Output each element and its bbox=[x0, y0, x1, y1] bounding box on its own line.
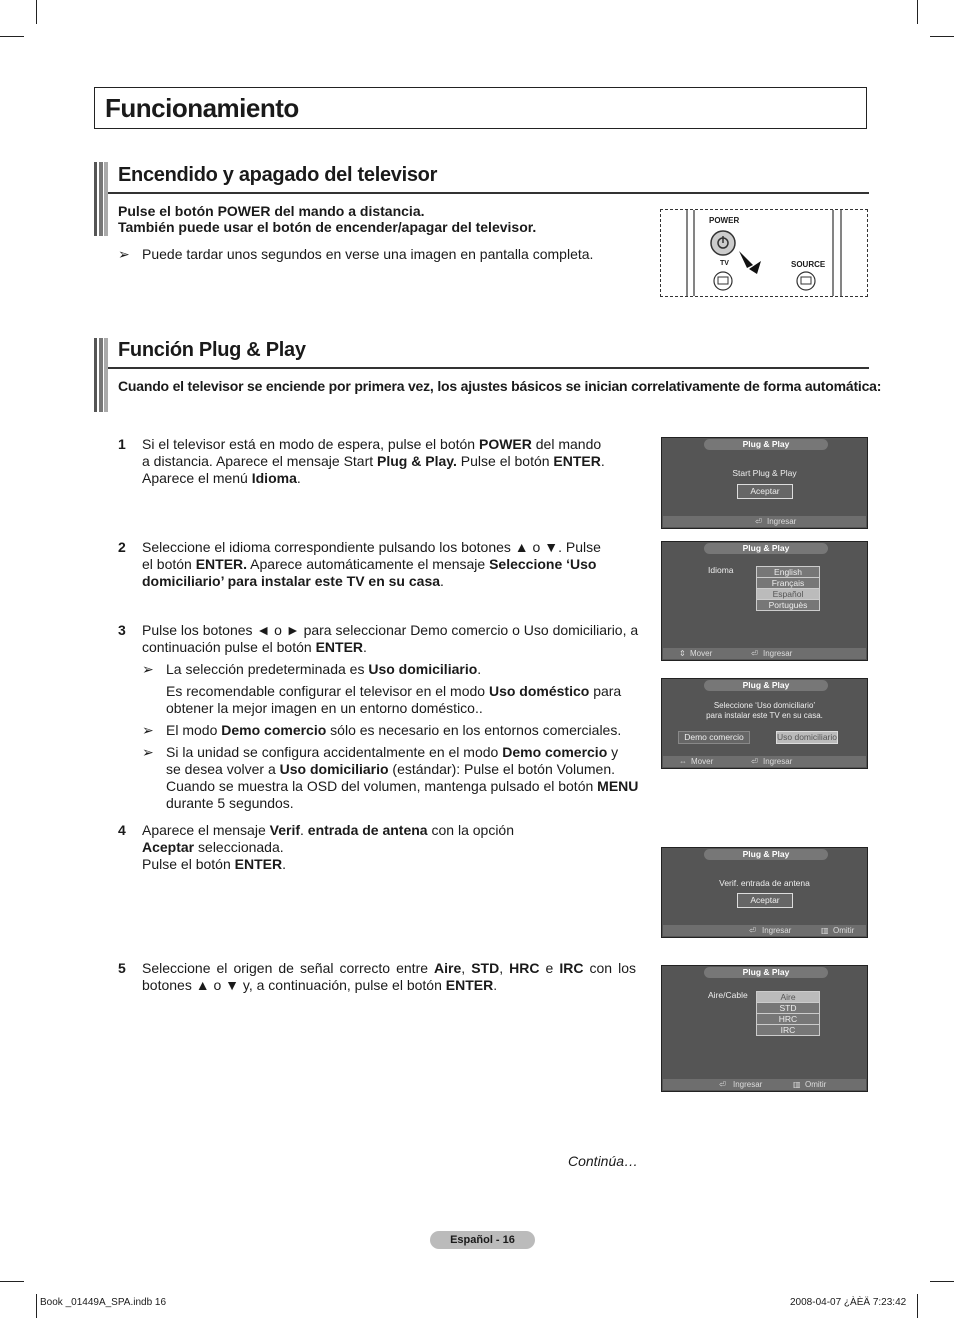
print-info-right: 2008-04-07 ¿ÀÈÄ 7:23:42 bbox=[790, 1297, 907, 1308]
note-arrow-icon: ➢ bbox=[142, 744, 154, 760]
osd-screen-antenna bbox=[661, 847, 868, 938]
continues-text: Continúa… bbox=[568, 1153, 639, 1169]
osd-option[interactable]: STD bbox=[757, 1003, 819, 1014]
osd-message: Start Plug & Play bbox=[732, 468, 797, 478]
osd-source-list bbox=[756, 991, 820, 1036]
step-1-line-2: a distancia. Aparece el mensaje Start Plug & Play. Pulse el botón ENTER. bbox=[142, 453, 605, 469]
step-3-line-1: Pulse los botones ◄ o ► para seleccionar Demo comercio o Uso domiciliario, a bbox=[142, 622, 639, 638]
remote-source-label: SOURCE bbox=[791, 260, 826, 269]
osd-message: Verif. entrada de antena bbox=[719, 878, 810, 888]
page-title-box bbox=[94, 87, 867, 129]
step-5-line-1: Seleccione el origen de señal correcto entre Aire, STD, HRC e IRC con los bbox=[142, 960, 636, 976]
osd-footer bbox=[663, 756, 866, 767]
osd-option[interactable]: HRC bbox=[757, 1014, 819, 1025]
enter-icon: ⏎ bbox=[749, 926, 756, 935]
step-3-note-3: El modo Demo comercio sólo es necesario en los entornos comerciales. bbox=[166, 722, 622, 738]
skip-icon: ▥ bbox=[821, 926, 829, 935]
osd-option-selected[interactable]: Español bbox=[757, 589, 819, 600]
osd-footer bbox=[663, 516, 866, 527]
osd-message-1: Seleccione ‘Uso domiciliario’ bbox=[713, 701, 816, 710]
step-4-line-1: Aparece el mensaje Verif. entrada de antena con la opción bbox=[142, 822, 515, 838]
osd-screen-language bbox=[661, 541, 868, 661]
osd-header: Plug & Play bbox=[704, 680, 828, 691]
osd-label: Aire/Cable bbox=[708, 990, 748, 1000]
step-2-line-2: el botón ENTER. Aparece automáticamente el mensaje Seleccione ‘Uso bbox=[142, 556, 597, 572]
step-number: 5 bbox=[118, 960, 126, 976]
page-number-badge: Español - 16 bbox=[430, 1231, 535, 1249]
step-3-note-4a: Si la unidad se configura accidentalmente en el modo Demo comercio y bbox=[166, 744, 619, 760]
section-rule bbox=[108, 192, 869, 194]
osd-header: Plug & Play bbox=[704, 439, 828, 450]
osd-message-2: para instalar este TV en su casa. bbox=[706, 711, 823, 720]
crop-mark bbox=[917, 1294, 918, 1318]
power-line-2: También puede usar el botón de encender/apagar del televisor. bbox=[118, 219, 537, 235]
osd-screen-mode bbox=[661, 678, 868, 769]
step-3-note-2a: Es recomendable configurar el televisor en el modo Uso doméstico para bbox=[166, 683, 622, 699]
remote-drawing bbox=[661, 210, 868, 297]
crop-mark bbox=[36, 1294, 37, 1318]
enter-icon: ⏎ bbox=[751, 649, 758, 658]
crop-mark bbox=[36, 0, 37, 24]
step-1-line-3: Aparece el menú Idioma. bbox=[142, 470, 301, 486]
osd-foot-enter: Ingresar bbox=[763, 757, 793, 766]
osd-foot-move: Mover bbox=[690, 649, 713, 658]
section-title-plug-play: Función Plug & Play bbox=[118, 339, 306, 361]
crop-mark bbox=[917, 0, 918, 24]
power-note: Puede tardar unos segundos en verse una imagen en pantalla completa. bbox=[142, 246, 594, 262]
osd-option[interactable]: IRC bbox=[780, 1025, 796, 1035]
note-arrow-icon: ➢ bbox=[142, 661, 154, 677]
section-title-power: Encendido y apagado del televisor bbox=[118, 164, 438, 186]
osd-foot-enter: Ingresar bbox=[763, 649, 793, 658]
osd-foot-enter: Ingresar bbox=[733, 1080, 763, 1089]
osd-header: Plug & Play bbox=[704, 543, 828, 554]
step-3-line-2: continuación pulse el botón ENTER. bbox=[142, 639, 367, 655]
up-down-icon: ⇕ bbox=[679, 649, 686, 658]
step-number: 1 bbox=[118, 436, 126, 452]
crop-mark bbox=[0, 36, 24, 37]
enter-icon: ⏎ bbox=[751, 757, 758, 766]
enter-icon: ⏎ bbox=[719, 1080, 726, 1089]
osd-header: Plug & Play bbox=[704, 849, 828, 860]
osd-accept-button[interactable]: Aceptar bbox=[737, 484, 793, 499]
crop-mark bbox=[930, 36, 954, 37]
step-3-note-1: La selección predeterminada es Uso domiciliario. bbox=[166, 661, 482, 677]
section-rule bbox=[108, 367, 869, 369]
osd-screen-source bbox=[661, 965, 868, 1092]
step-3-note-4d: durante 5 segundos. bbox=[166, 795, 294, 811]
step-number: 4 bbox=[118, 822, 126, 838]
note-arrow-icon: ➢ bbox=[118, 246, 130, 262]
remote-tv-label: TV bbox=[720, 260, 729, 267]
step-3-note-4c: Cuando se muestra la OSD del volumen, mantenga pulsado el botón MENU bbox=[166, 778, 639, 794]
remote-illustration bbox=[660, 209, 868, 297]
step-5-line-2: botones ▲ o ▼ y, a continuación, pulse el botón ENTER. bbox=[142, 977, 498, 993]
step-2-line-3: domiciliario’ para instalar este TV en su casa. bbox=[142, 573, 444, 589]
osd-foot-enter: Ingresar bbox=[767, 517, 797, 526]
left-right-icon: ⇔ bbox=[679, 757, 687, 766]
osd-foot-enter: Ingresar bbox=[762, 926, 792, 935]
step-2-line-1: Seleccione el idioma correspondiente pulsando los botones ▲ o ▼. Pulse bbox=[142, 539, 601, 555]
enter-icon: ⏎ bbox=[755, 517, 762, 526]
step-3-note-4b: se desea volver a Uso domiciliario (estándar): Pulse el botón Volumen. bbox=[166, 761, 616, 777]
osd-language-list bbox=[756, 566, 820, 611]
step-number: 3 bbox=[118, 622, 126, 638]
osd-header: Plug & Play bbox=[704, 967, 828, 978]
skip-icon: ▥ bbox=[793, 1080, 801, 1089]
crop-mark bbox=[0, 1281, 24, 1282]
osd-footer bbox=[663, 925, 866, 936]
osd-foot-move: Mover bbox=[691, 757, 714, 766]
osd-label: Idioma bbox=[708, 565, 734, 575]
crop-mark bbox=[930, 1281, 954, 1282]
power-line-1: Pulse el botón POWER del mando a distancia. bbox=[118, 203, 425, 219]
plug-play-intro: Cuando el televisor se enciende por primera vez, los ajustes básicos se inician correlativamente de forma automática: bbox=[118, 378, 882, 394]
osd-footer bbox=[663, 648, 866, 659]
step-1-line-1: Si el televisor está en modo de espera, pulse el botón POWER del mando bbox=[142, 436, 602, 452]
osd-option-demo[interactable]: Demo comercio bbox=[678, 731, 750, 744]
section-bar bbox=[94, 338, 108, 412]
print-info-left: Book _01449A_SPA.indb 16 bbox=[40, 1297, 167, 1308]
step-3-note-2b: obtener la mejor imagen en un entorno doméstico.. bbox=[166, 700, 483, 716]
step-4-line-3: Pulse el botón ENTER. bbox=[142, 856, 286, 872]
osd-foot-skip: Omitir bbox=[833, 926, 855, 935]
osd-foot-skip: Omitir bbox=[805, 1080, 827, 1089]
osd-accept-button[interactable]: Aceptar bbox=[737, 893, 793, 908]
osd-option-home[interactable]: Uso domiciliario bbox=[777, 732, 837, 742]
page-title: Funcionamiento bbox=[105, 93, 299, 123]
remote-power-label: POWER bbox=[709, 216, 740, 225]
note-arrow-icon: ➢ bbox=[142, 722, 154, 738]
step-4-line-2: Aceptar seleccionada. bbox=[142, 839, 284, 855]
osd-option[interactable]: Français bbox=[757, 578, 819, 589]
section-bar bbox=[94, 162, 108, 236]
step-number: 2 bbox=[118, 539, 126, 555]
osd-screen-start bbox=[661, 437, 868, 529]
osd-footer bbox=[663, 1079, 866, 1090]
osd-option[interactable]: English bbox=[757, 567, 819, 578]
osd-option-selected[interactable]: Aire bbox=[757, 992, 819, 1003]
osd-option[interactable]: Portuguès bbox=[768, 600, 808, 610]
